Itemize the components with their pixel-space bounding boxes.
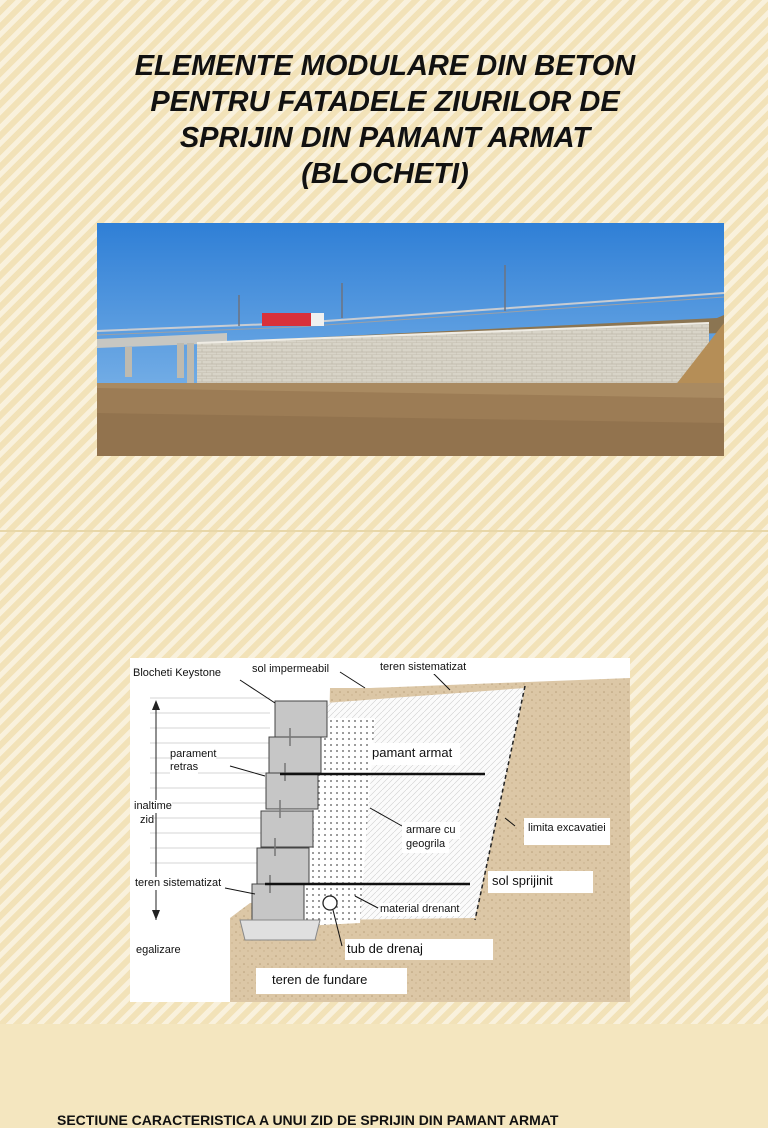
label-blocheti-keystone: Blocheti Keystone	[133, 667, 222, 679]
label-teren-sistematizat-top: teren sistematizat	[380, 661, 467, 673]
slide-title	[100, 48, 670, 192]
retaining-wall-photo	[97, 223, 724, 456]
title-line-4: (BLOCHETI)	[301, 158, 469, 190]
label-material-drenant: material drenant	[380, 903, 460, 915]
label-geogrila: geogrila	[402, 838, 449, 853]
label-egalizare: egalizare	[134, 942, 207, 967]
slide-1	[0, 0, 768, 532]
title-line-2: PENTRU FATADELE ZIURILOR DE	[150, 86, 620, 118]
label-sol-impermeabil: sol impermeabil	[252, 663, 330, 675]
label-teren-de-fundare: teren de fundare	[256, 968, 407, 994]
label-inaltime: inaltime	[134, 800, 172, 812]
label-pamant-armat: pamant armat	[368, 743, 460, 765]
label-armare-cu: armare cu	[402, 822, 460, 839]
label-zid: zid	[140, 814, 155, 826]
label-tub-de-drenaj: tub de drenaj	[345, 939, 493, 960]
section-subtitle: SECTIUNE CARACTERISTICA A UNUI ZID DE SPRIJIN DIN PAMANT ARMAT	[57, 1112, 559, 1128]
label-teren-sistematizat-left: teren sistematizat	[135, 877, 222, 889]
title-line-3: SPRIJIN DIN PAMANT ARMAT	[179, 122, 591, 154]
label-sol-sprijinit: sol sprijinit	[488, 871, 593, 893]
label-parament: parament	[170, 748, 217, 760]
label-limita-excavatiei: limita excavatiei	[524, 818, 610, 845]
label-retras: retras	[170, 761, 199, 773]
retaining-wall-section-diagram	[130, 658, 630, 1002]
title-line-1: ELEMENTE MODULARE DIN BETON	[134, 50, 636, 82]
